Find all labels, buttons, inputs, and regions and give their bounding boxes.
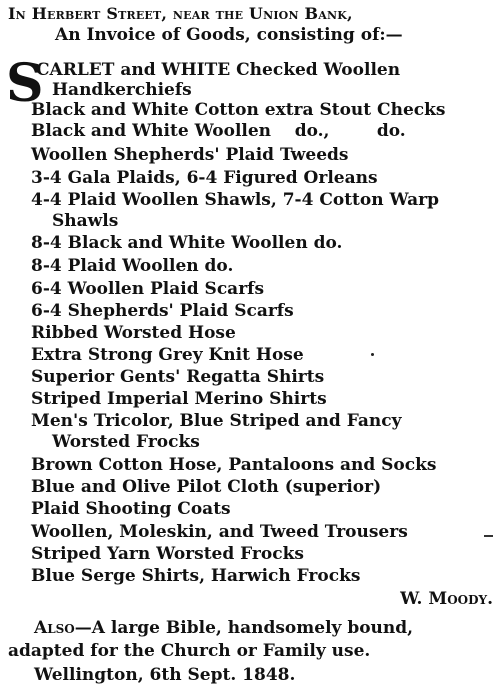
location-heading: In Herbert Street, near the Union Bank,: [8, 4, 353, 23]
first-item-line: CARLET and WHITE Checked Woollen: [36, 60, 401, 80]
goods-item: Blue and Olive Pilot Cloth (superior): [31, 477, 382, 497]
goods-item: Extra Strong Grey Knit Hose: [31, 345, 304, 365]
goods-item: Men's Tricolor, Blue Striped and Fancy: [31, 411, 402, 431]
drop-cap-letter: S: [6, 53, 44, 114]
goods-item: Woollen, Moleskin, and Tweed Trousers: [31, 522, 408, 542]
dateline: Wellington, 6th Sept. 1848.: [34, 665, 296, 685]
goods-item: Woollen Shepherds' Plaid Tweeds: [31, 145, 349, 165]
goods-item: 4-4 Plaid Woollen Shawls, 7-4 Cotton Warp: [31, 190, 439, 210]
goods-item: 6-4 Shepherds' Plaid Scarfs: [31, 301, 294, 321]
goods-item: Brown Cotton Hose, Pantaloons and Socks: [31, 455, 437, 475]
goods-item: Black and White Woollen do., do.: [31, 121, 406, 141]
goods-item: 6-4 Woollen Plaid Scarfs: [31, 279, 265, 299]
also-label: Also: [34, 618, 75, 638]
merchant-signature: W. Moody.: [400, 589, 493, 609]
goods-item: Ribbed Worsted Hose: [31, 323, 236, 343]
invoice-intro: An Invoice of Goods, consisting of:—: [55, 25, 403, 45]
goods-item: Superior Gents' Regatta Shirts: [31, 367, 325, 387]
goods-item: Black and White Cotton extra Stout Checks: [31, 100, 446, 120]
goods-item-continuation: Shawls: [52, 211, 119, 231]
also-notice-continuation: adapted for the Church or Family use.: [8, 641, 371, 661]
also-notice-line: [34, 618, 413, 638]
goods-item-continuation: Worsted Frocks: [52, 432, 200, 452]
goods-item: 8-4 Black and White Woollen do.: [31, 233, 343, 253]
goods-item: Blue Serge Shirts, Harwich Frocks: [31, 566, 361, 586]
first-item-continuation: Handkerchiefs: [52, 80, 192, 100]
goods-item: Plaid Shooting Coats: [31, 499, 231, 519]
ink-mark: [484, 535, 493, 537]
goods-item: Striped Yarn Worsted Frocks: [31, 544, 304, 564]
also-notice-text: —A large Bible, handsomely bound,: [74, 618, 414, 638]
goods-item: 8-4 Plaid Woollen do.: [31, 256, 234, 276]
goods-item: Striped Imperial Merino Shirts: [31, 389, 327, 409]
goods-item: 3-4 Gala Plaids, 6-4 Figured Orleans: [31, 168, 378, 188]
ink-speck: [371, 353, 374, 356]
